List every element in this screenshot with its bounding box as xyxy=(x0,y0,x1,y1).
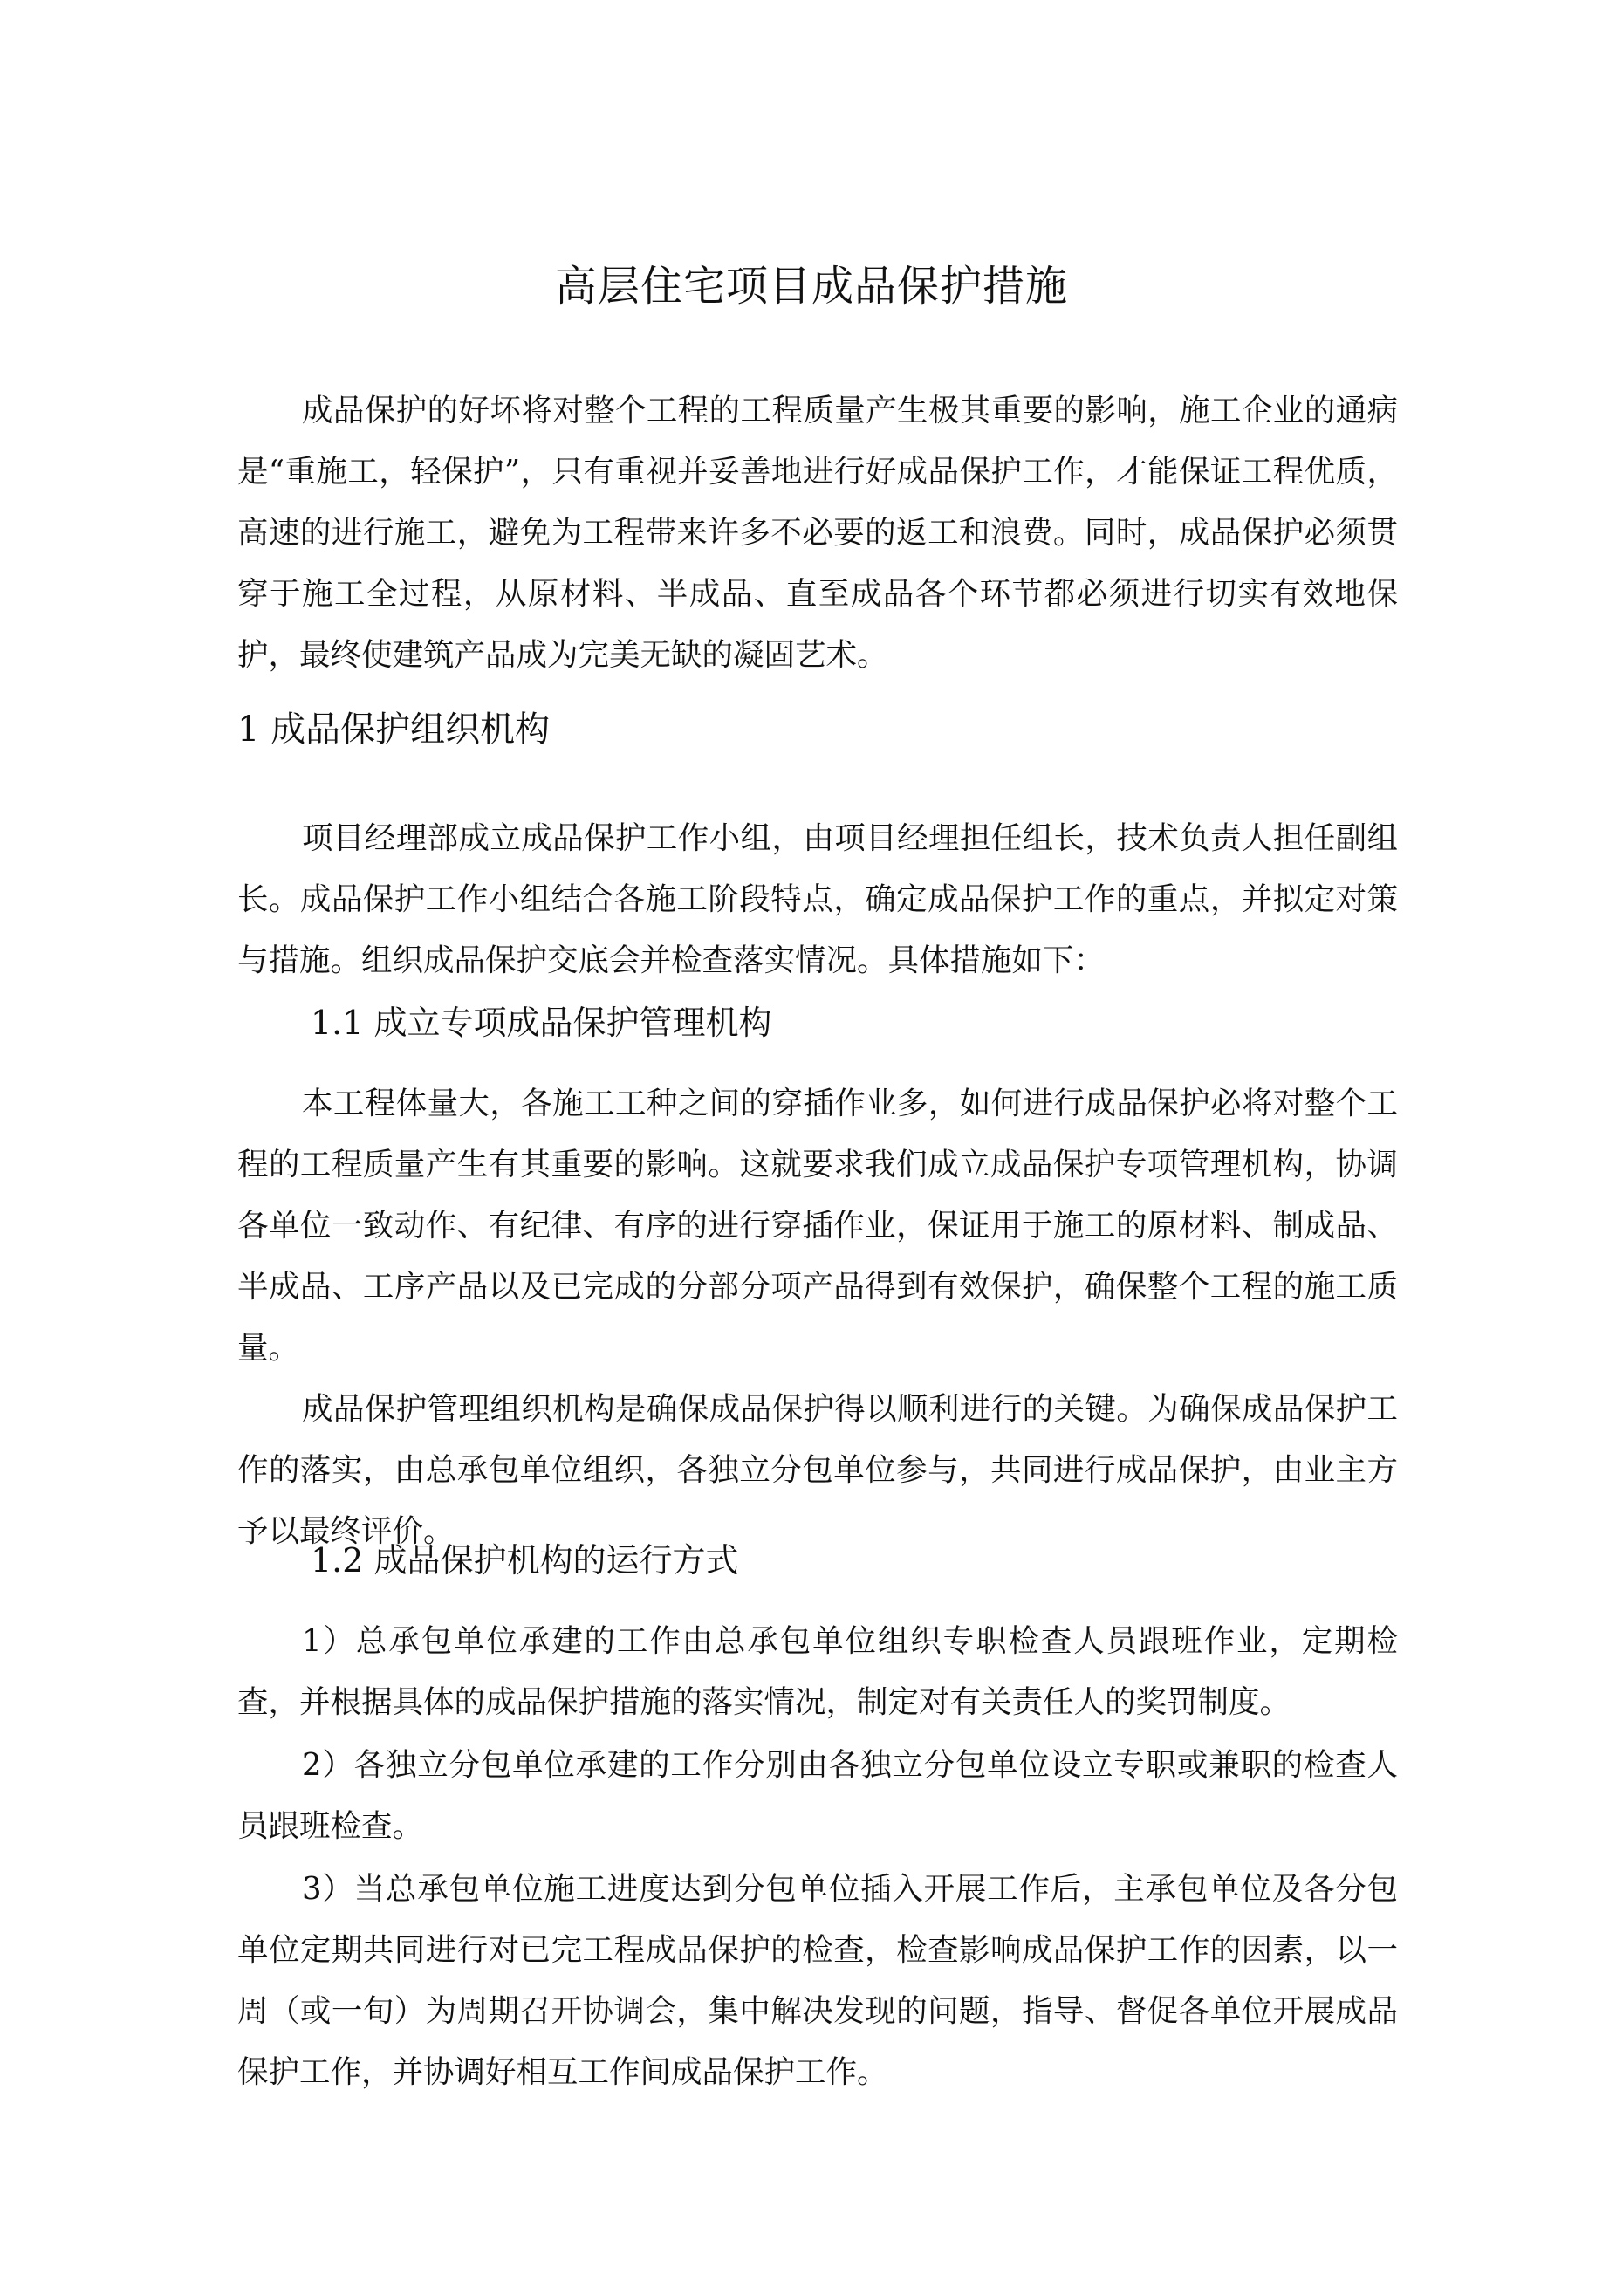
section-1-2-item-1: 1）总承包单位承建的工作由总承包单位组织专职检查人员跟班作业，定期检查，并根据具体的成品保护措施的落实情况，制定对有关责任人的奖罚制度。 xyxy=(237,1623,1398,1720)
intro-paragraph: 成品保护的好坏将对整个工程的工程质量产生极其重要的影响，施工企业的通病是“重施工，轻保护”，只有重视并妥善地进行好成品保护工作，才能保证工程优质，高速的进行施工，避免为工程带来许多不必要的返工和浪费。同时，成品保护必须贯穿于施工全过程，从原材料、半成品、直至成品各个环节都必须进行切实有效地保护，最终使建筑产品成为完美无缺的凝固艺术。 xyxy=(237,393,1398,673)
section-1-1-paragraph-2: 成品保护管理组织机构是确保成品保护得以顺利进行的关键。为确保成品保护工作的落实，由总承包单位组织，各独立分包单位参与，共同进行成品保护，由业主方予以最终评价。 xyxy=(237,1391,1398,1549)
section-1-1-paragraph-1: 本工程体量大，各施工工种之间的穿插作业多，如何进行成品保护必将对整个工程的工程质量产生有其重要的影响。这就要求我们成立成品保护专项管理机构，协调各单位一致动作、有纪律、有序的进行穿插作业，保证用于施工的原材料、制成品、半成品、工序产品以及已完成的分部分项产品得到有效保护，确保整个工程的施工质量。 xyxy=(237,1086,1398,1366)
section-1-2-item-2: 2）各独立分包单位承建的工作分别由各独立分包单位设立专职或兼职的检查人员跟班检查。 xyxy=(237,1747,1398,1844)
document-title: 高层住宅项目成品保护措施 xyxy=(554,262,1068,311)
section-1-2-heading: 1.2 成品保护机构的运行方式 xyxy=(311,1541,739,1580)
section-1-1-heading: 1.1 成立专项成品保护管理机构 xyxy=(311,1004,772,1042)
section-1-paragraph: 项目经理部成立成品保护工作小组，由项目经理担任组长，技术负责人担任副组长。成品保护工作小组结合各施工阶段特点，确定成品保护工作的重点，并拟定对策与措施。组织成品保护交底会并检查落实情况。具体措施如下： xyxy=(237,820,1398,978)
section-1-2-item-3: 3）当总承包单位施工进度达到分包单位插入开展工作后，主承包单位及各分包单位定期共同进行对已完工程成品保护的检查，检查影响成品保护工作的因素，以一周（或一旬）为周期召开协调会，集中解决发现的问题，指导、督促各单位开展成品保护工作，并协调好相互工作间成品保护工作。 xyxy=(237,1871,1398,2090)
section-1-heading: 1 成品保护组织机构 xyxy=(237,709,551,750)
